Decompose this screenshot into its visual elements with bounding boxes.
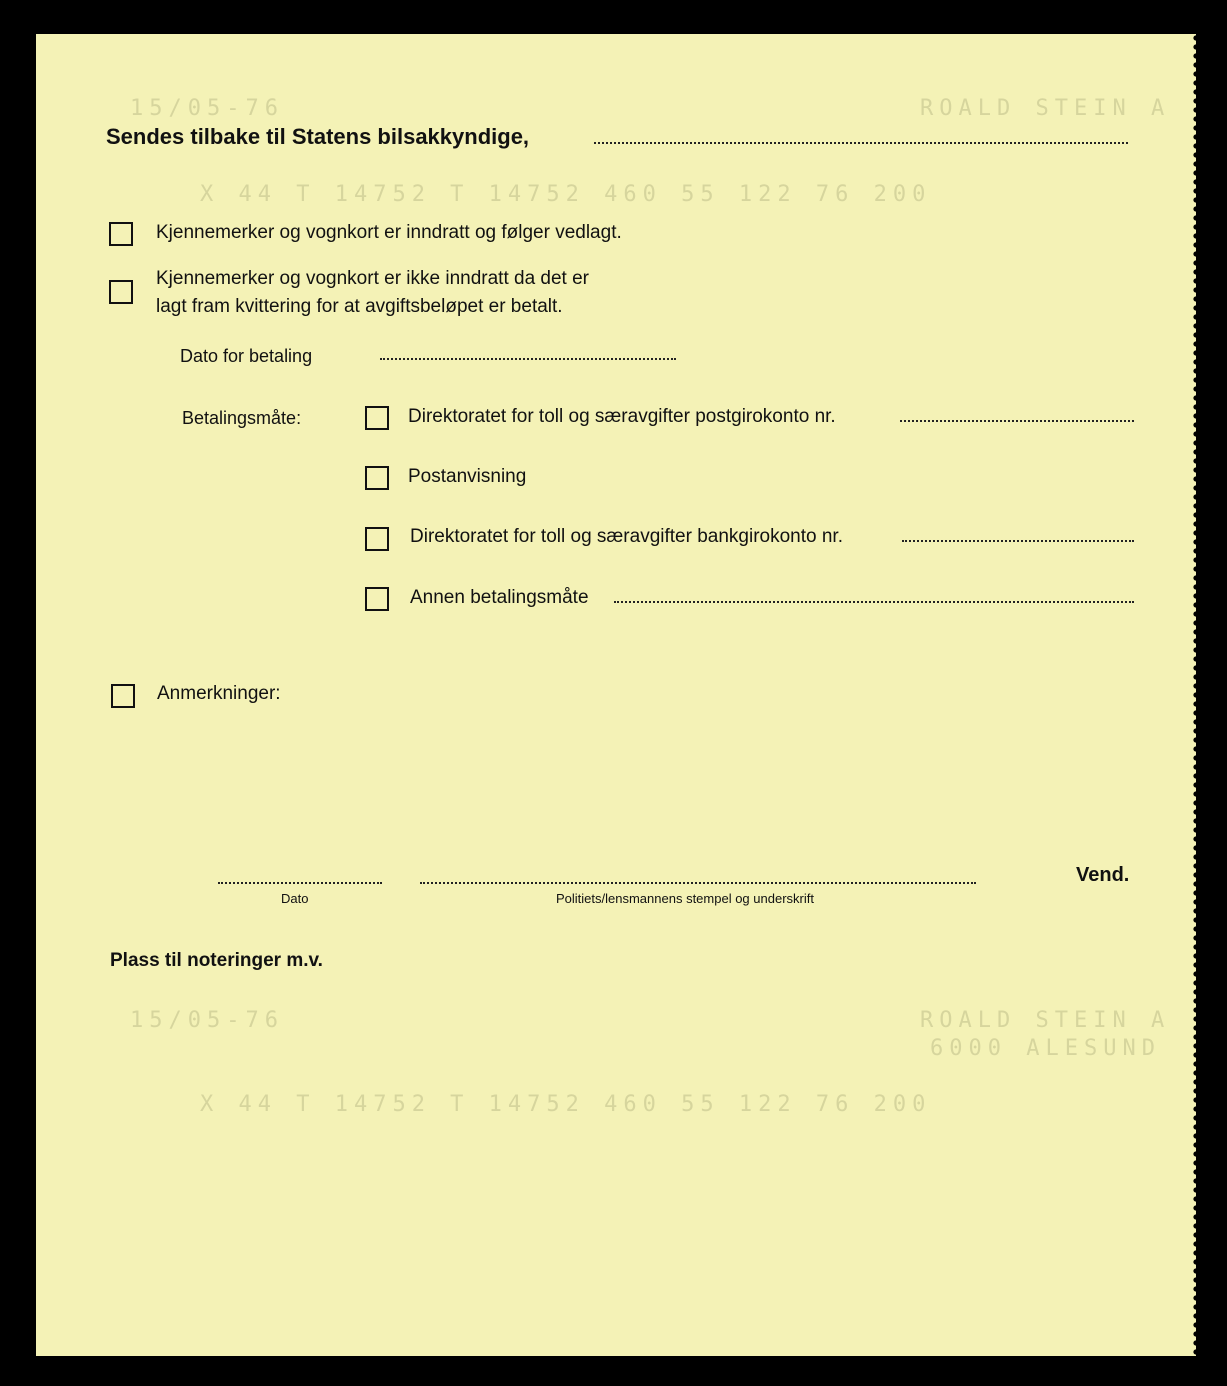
form-title: Sendes tilbake til Statens bilsakkyndige,	[106, 124, 530, 149]
method-bankgiro-label: Direktoratet for toll og særavgifter bankgirokonto nr.	[410, 526, 843, 547]
stamp-signature-field[interactable]	[420, 882, 976, 884]
checkbox-bankgiro[interactable]	[365, 527, 389, 551]
perforation-edge	[1192, 34, 1200, 1356]
notes-label: Plass til noteringer m.v.	[110, 950, 323, 971]
checkbox-option-ikke-inndratt[interactable]	[109, 280, 133, 304]
option-inndratt-label: Kjennemerker og vognkort er inndratt og følger vedlagt.	[156, 222, 622, 243]
payment-method-label: Betalingsmåte:	[182, 408, 302, 428]
method-annen-label: Annen betalingsmåte	[410, 587, 589, 608]
method-postgiro-label: Direktoratet for toll og særavgifter postgirokonto nr.	[408, 406, 836, 427]
payment-date-field[interactable]	[380, 358, 676, 360]
bankgiro-account-field[interactable]	[902, 540, 1134, 542]
method-postanvisning-label: Postanvisning	[408, 466, 527, 487]
option-ikke-inndratt-line1: Kjennemerker og vognkort er ikke inndratt da det er	[156, 268, 590, 289]
show-through-date-top: 15/05-76	[130, 96, 284, 121]
signature-caption: Politiets/lensmannens stempel og underskrift	[556, 891, 814, 906]
checkbox-postgiro[interactable]	[365, 406, 389, 430]
checkbox-annen[interactable]	[365, 587, 389, 611]
show-through-name-top: ROALD STEIN A	[920, 96, 1171, 121]
show-through-name-bottom: ROALD STEIN A	[920, 1008, 1171, 1033]
show-through-row-top: X 44 T 14752 T 14752 460 55 122 76 200	[200, 182, 932, 207]
remarks-label: Anmerkninger:	[157, 683, 281, 704]
show-through-date-bottom: 15/05-76	[130, 1008, 284, 1033]
recipient-line[interactable]	[594, 142, 1128, 144]
date-signature-field[interactable]	[218, 882, 382, 884]
postgiro-account-field[interactable]	[900, 420, 1134, 422]
option-ikke-inndratt-line2: lagt fram kvittering for at avgiftsbeløpet er betalt.	[156, 296, 563, 317]
date-caption: Dato	[281, 891, 309, 906]
annen-method-field[interactable]	[614, 601, 1134, 603]
checkbox-postanvisning[interactable]	[365, 466, 389, 490]
checkbox-anmerkninger[interactable]	[111, 684, 135, 708]
show-through-row-bottom: X 44 T 14752 T 14752 460 55 122 76 200	[200, 1092, 932, 1117]
turn-over-label: Vend.	[1076, 864, 1130, 886]
show-through-city-bottom: 6000 ALESUND	[930, 1036, 1161, 1061]
checkbox-option-inndratt[interactable]	[109, 222, 133, 246]
payment-date-label: Dato for betaling	[180, 346, 313, 366]
